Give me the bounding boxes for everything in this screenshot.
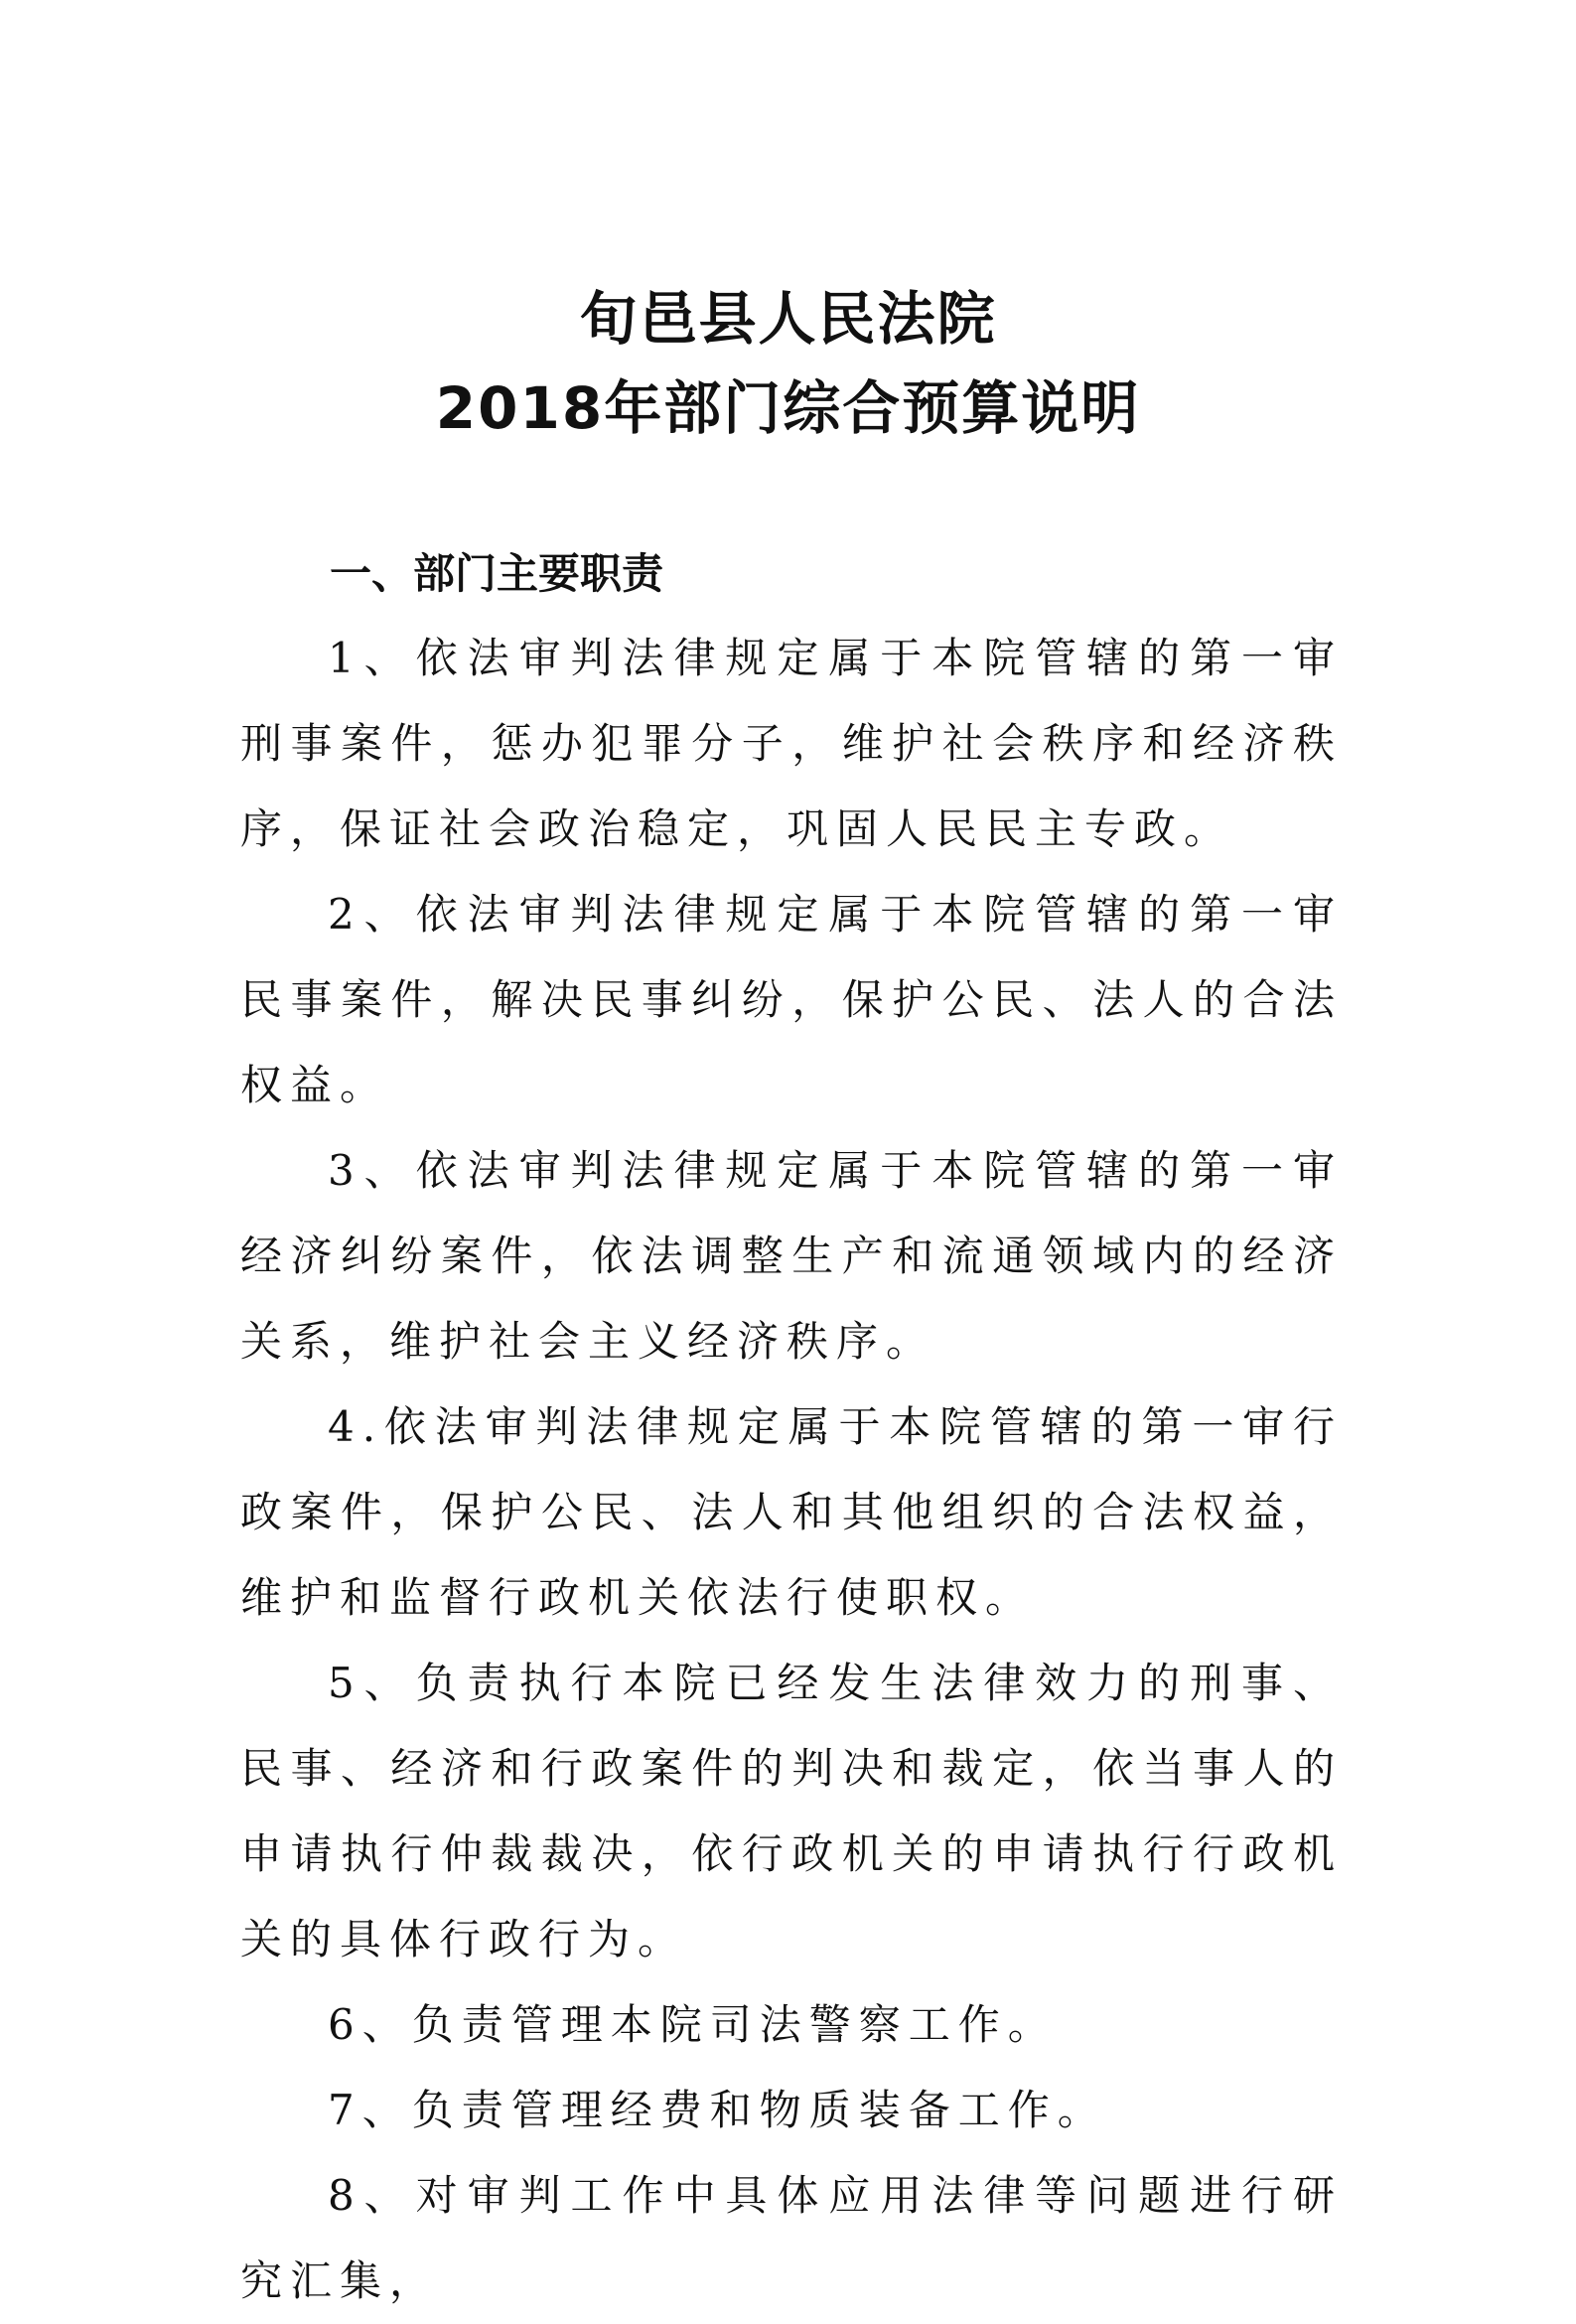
paragraph-duty-1: 1、依法审判法律规定属于本院管辖的第一审刑事案件，惩办犯罪分子，维护社会秩序和经济秩序，保证社会政治稳定，巩固人民民主专政。: [240, 634, 1343, 853]
document-title: [0, 274, 1576, 453]
paragraph-duty-7: 7、负责管理经费和物质装备工作。: [328, 2086, 1107, 2134]
section-heading-main-duties: 一、部门主要职责: [330, 549, 664, 598]
paragraph-duty-4: 4.依法审判法律规定属于本院管辖的第一审行政案件，保护公民、法人和其他组织的合法权益，维护和监督行政机关依法行使职权。: [240, 1402, 1343, 1622]
document-body: [240, 532, 1343, 2324]
paragraph-duty-5: 5、负责执行本院已经发生法律效力的刑事、民事、经济和行政案件的判决和裁定，依当事人的申请执行仲裁裁决，依行政机关的申请执行行政机关的具体行政行为。: [240, 1659, 1343, 1963]
paragraph-duty-8: 8、对审判工作中具体应用法律等问题进行研究汇集，: [240, 2171, 1343, 2305]
title-line-budget: 2018年部门综合预算说明: [435, 374, 1141, 442]
title-line-court-name: 旬邑县人民法院: [579, 285, 997, 353]
paragraph-duty-2: 2、依法审判法律规定属于本院管辖的第一审民事案件，解决民事纠纷，保护公民、法人的合法权益。: [240, 890, 1343, 1109]
paragraph-duty-3: 3、依法审判法律规定属于本院管辖的第一审经济纠纷案件，依法调整生产和流通领域内的经济关系，维护社会主义经济秩序。: [240, 1146, 1343, 1366]
paragraph-duty-6: 6、负责管理本院司法警察工作。: [328, 2000, 1058, 2049]
